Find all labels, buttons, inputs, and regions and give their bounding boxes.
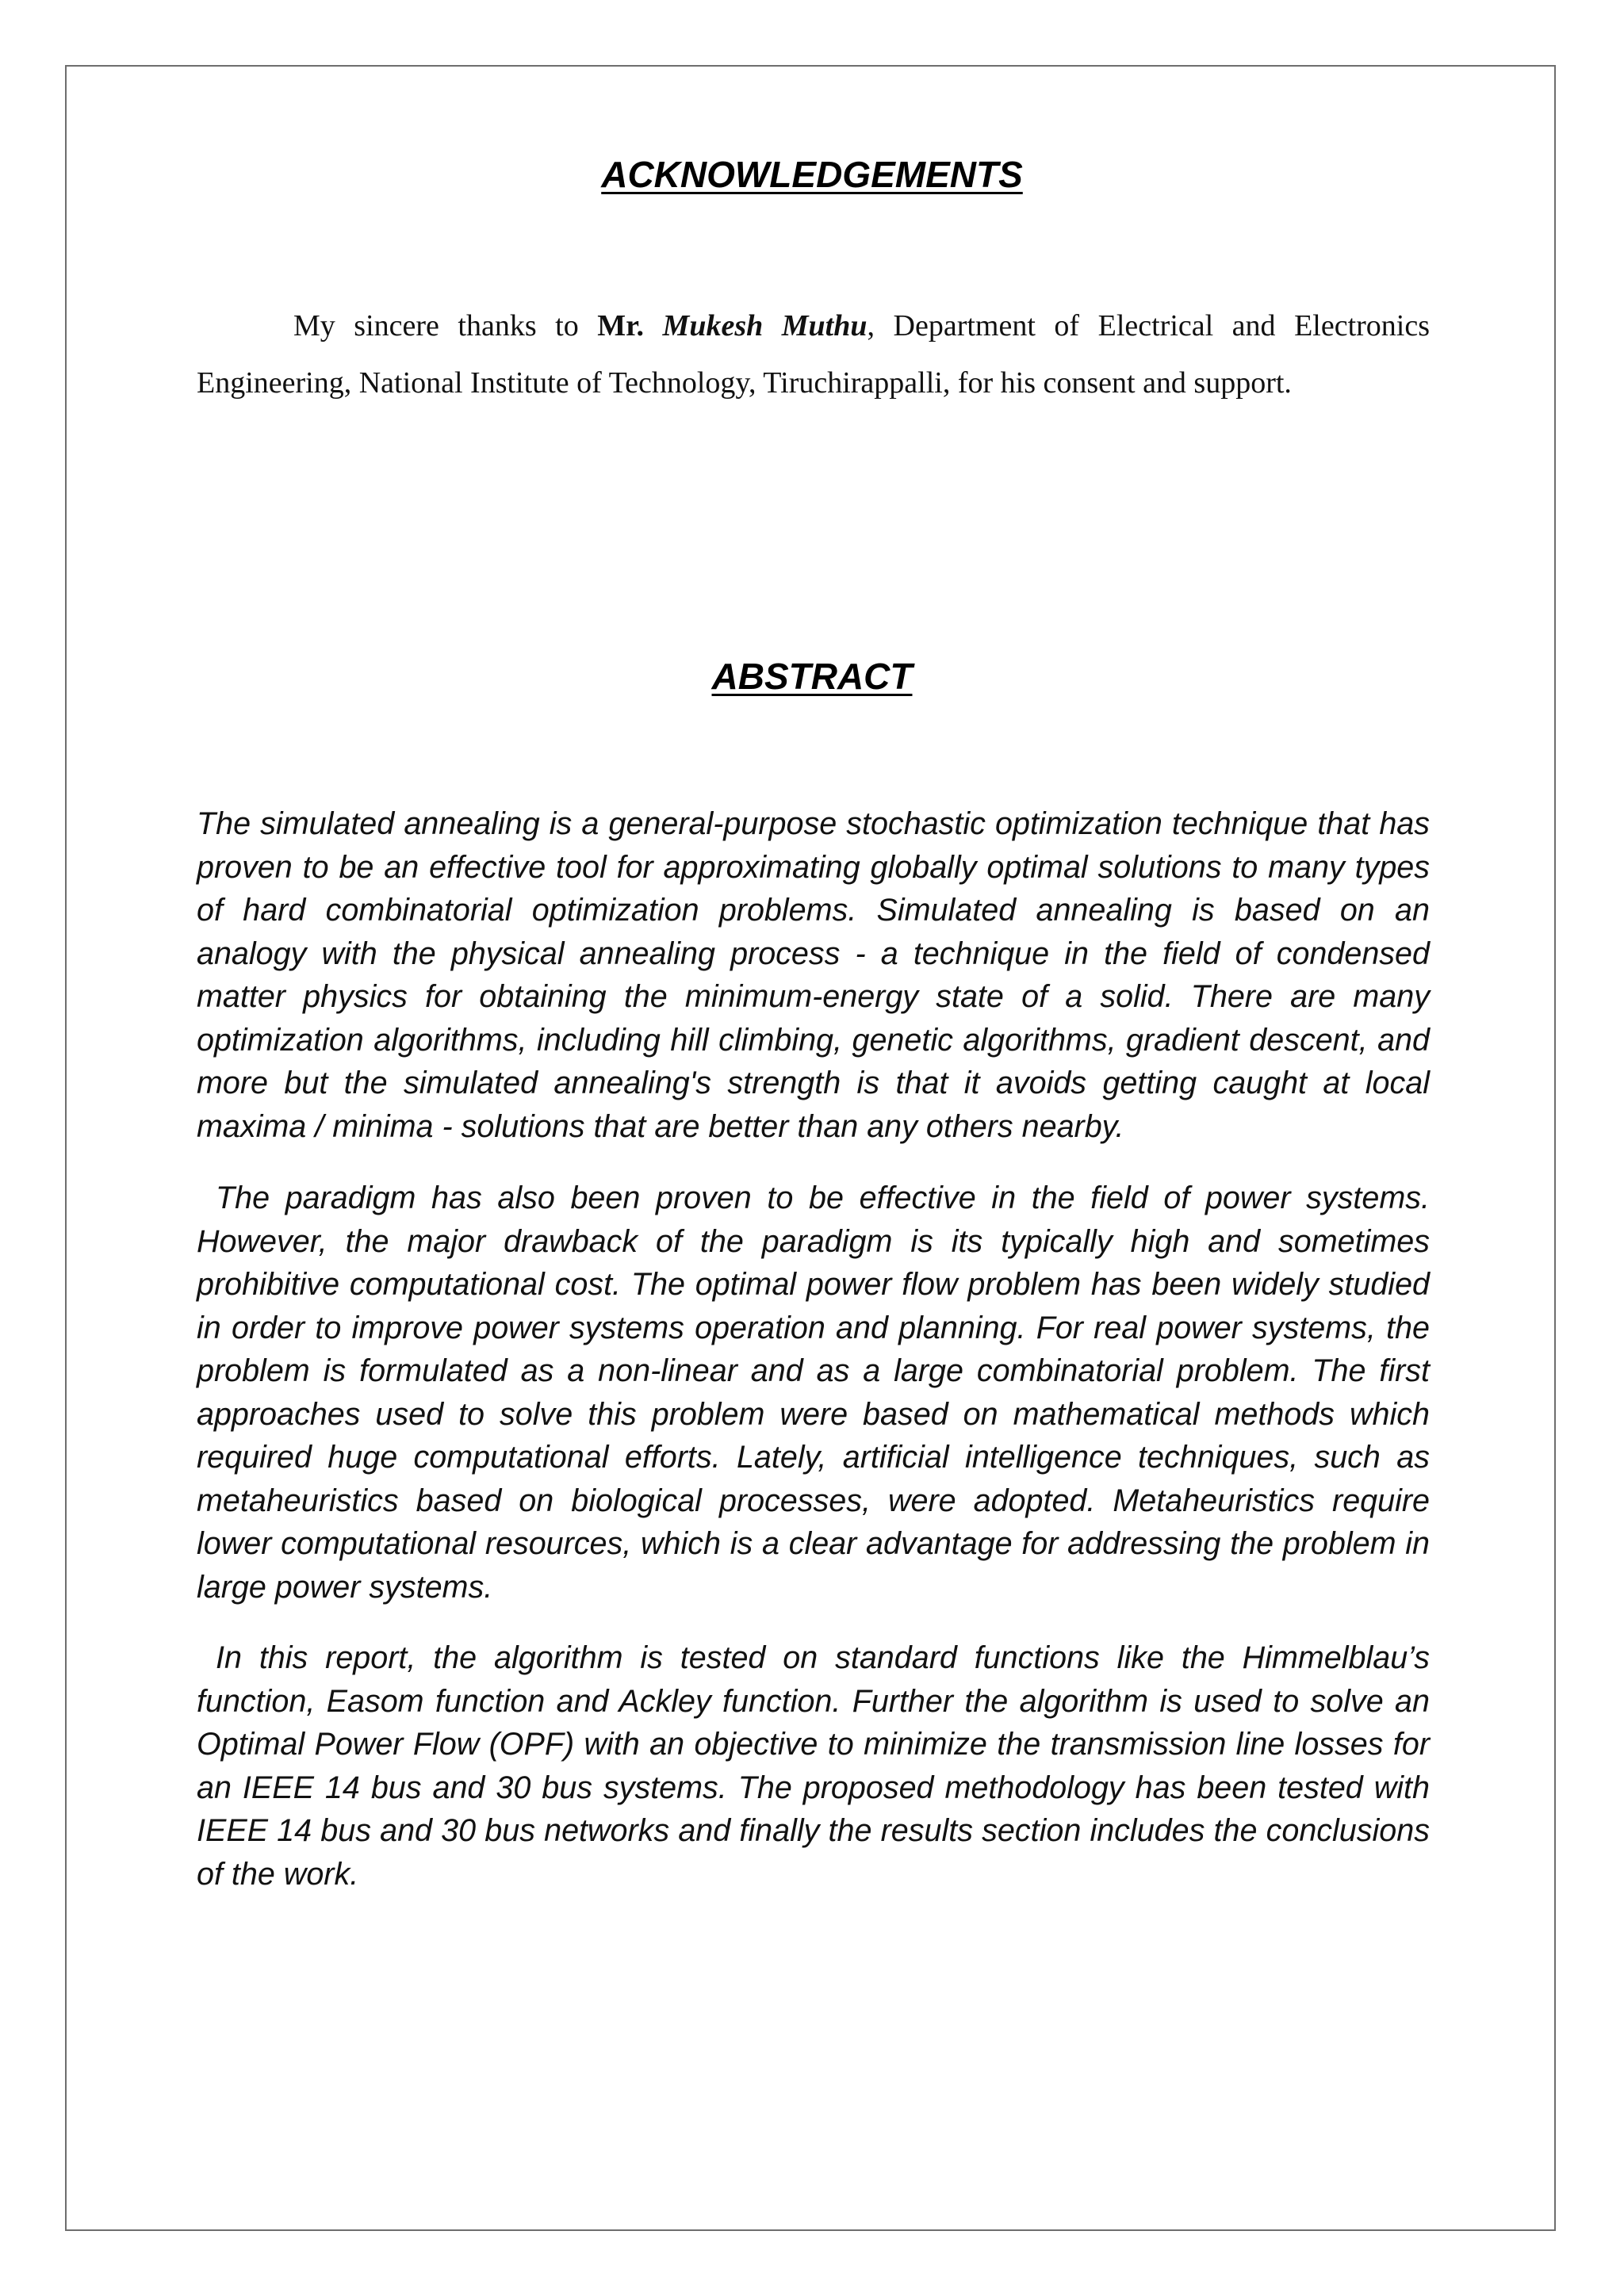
- acknowledgements-paragraph: [197, 297, 1430, 411]
- abstract-heading: ABSTRACT: [711, 656, 913, 697]
- acknowledgements-heading: ACKNOWLEDGEMENTS: [601, 154, 1023, 195]
- acknowledgements-text-before: My sincere thanks to: [293, 309, 598, 342]
- abstract-paragraph-1: The simulated annealing is a general-purpose stochastic optimization technique that has proven to be an effective tool for approximating globally optimal solutions to many types of hard combinatorial optimization problems. Simulated annealing is based on an analogy with the physical annealing process - a technique in the field of condensed matter physics for obtaining the minimum-energy state of a solid. There are many optimization algorithms, including hill climbing, genetic algorithms, gradient descent, and more but the simulated annealing's strength is that it avoids getting caught at local maxima / minima - solutions that are better than any others nearby.: [197, 806, 1430, 1144]
- acknowledgements-name: Mukesh Muthu: [662, 309, 868, 342]
- abstract-paragraph-2: The paradigm has also been proven to be effective in the field of power systems. However, the major drawback of the paradigm is its typically high and sometimes prohibitive computational cost. The optimal power flow problem has been widely studied in order to improve power systems operation and planning. For real power systems, the problem is formulated as a non-linear and as a large combinatorial problem. The first approaches used to solve this problem were based on mathematical methods which required huge computational efforts. Lately, artificial intelligence techniques, such as metaheuristics based on biological processes, were adopted. Metaheuristics require lower computational resources, which is a clear advantage for addressing the problem in large power systems.: [197, 1181, 1430, 1605]
- acknowledgements-title: Mr.: [597, 309, 644, 342]
- abstract-paragraph-3: In this report, the algorithm is tested on standard functions like the Himmelblau’s function, Easom function and Ackley function. Further the algorithm is used to solve an Optimal Power Flow (OPF) with an objective to minimize the transmission line losses for an IEEE 14 bus and 30 bus systems. The proposed methodology has been tested with IEEE 14 bus and 30 bus networks and finally the results section includes the conclusions of the work.: [197, 1640, 1430, 1892]
- acknowledgements-text-after: , Department of Electrical and Electronics Engineering, National Institute of Technology, Tiruchirappalli, for his consent and support.: [197, 309, 1430, 400]
